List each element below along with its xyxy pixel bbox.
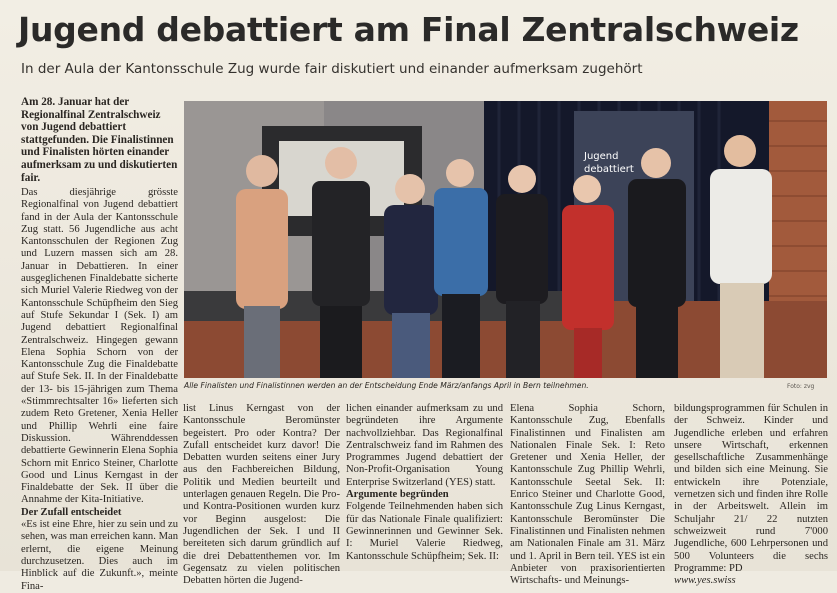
paragraph-col2: list Linus Kerngast von der Kantonsschule Beromünster begeistert. Pro oder Kontra? Der Zufall entscheidet kurz davor! Die Debatten wurden seitens einer Jury aus den Fachbereichen Bildung, Politik und Medien beurteilt und unterlagen genauen Regeln. Die Pro- und Kontra-Positionen wurden kurz vor Beginn ausgelost: Die Jugendlichen der Sek. I und II bereiteten sich darum gründlich auf die drei Debattenthemen vor. Im Gegensatz zu vielen politischen Debatten hörten die Jugend- [183,403,340,587]
text-column-4 [510,403,665,587]
headline: Jugend debattiert am Final Zentralschweiz [18,10,799,49]
paragraph-col3: lichen einander aufmerksam zu und begründeten ihre Argumente nachvollziehbar. Das Regionalfinal Zentralschweiz fand im Rahmen des Programmes Jugend debattiert der Non-Profit-Organisation Young Enterprise Switzerland (YES) statt. [346,403,503,488]
paragraph-intro: Das diesjährige grösste Regionalfinal von Jugend debattiert fand in der Aula der Kantonsschule Zug statt. 56 Jugendliche aus acht Kantonsschulen der Regionen Zug und Luzern massen sich am 28. Januar in Debattieren. In einer ausgeglichenen Finaldebatte sicherte sich Muriel Valerie Riedweg von der Kantonsschule Schüpfheim den Sieg auf Stufe Sekundar I (Sek. I) am Jugend debattiert Regionalfinal Zentralschweiz. Hingegen gewann Elena Sophia Schorn von der Kantonsschule Zug die Finaldebatte auf Stufe Sek. II. In der Finaldebatte der 13- bis 15-jährigen zum Thema «Stimmrechtsalter 16» lieferten sich zudem Reto Gretener, Xenia Heller und Phillip Wehrli eine faire Diskussion. Währenddessen debattierte Gewinnerin Elena Sophia Schorn mit Enrico Steiner, Charlotte Good und Linus Kerngast in der Finaldebatte der Sek. II über die Annahme der Kita-Initiative. [21,187,178,506]
section-heading-zufall: Der Zufall entscheidet [21,506,122,518]
svg-text:debattiert: debattiert [584,164,634,175]
text-column-3 [346,403,503,563]
svg-text:Jugend: Jugend [584,151,619,162]
section-heading-argumente: Argumente begründen [346,489,449,501]
paragraph-col3b: Folgende Teilnehmenden haben sich für das Nationale Finale qualifiziert: Gewinnerinnen und Gewinner Sek. I: Muriel Valerie Riedweg, Kantonsschule Schüpfheim; Sek. II: [346,501,503,562]
photo-caption: Alle Finalisten und Finalistinnen werden an der Entscheidung Ende März/anfangs April in Bern teilnehmen. [184,381,589,390]
lead-paragraph: Am 28. Januar hat der Regionalfinal Zentralschweiz von Jugend debattiert stattgefunden. Die Finalistinnen und Finalisten hörten einander aufmerksam zu und diskutierten fair. [21,96,178,184]
subheadline: In der Aula der Kantonsschule Zug wurde fair diskutiert und einander aufmerksam zugehört [21,61,643,77]
text-column-2 [183,403,340,587]
website-url: www.yes.swiss [674,575,736,587]
text-column-5 [674,403,828,587]
paragraph-col5: bildungsprogrammen für Schulen in der Schweiz. Kinder und Jugendliche erleben und erfahren unsere Wirtschaft, erkennen gesellschaftliche Zusammenhänge und bilden sich eine Meinung. Sie entwickeln ihre Potenziale, vernetzen sich und finden ihre Rolle in der Arbeitswelt. Allein im Schuljahr 21/ 22 nutzten schweizweit rund 7'000 Jugendliche, 600 Lehrpersonen und 500 Volunteers die sechs Programme: PD [674,403,828,574]
text-column-1 [21,187,178,593]
paragraph-col4: Elena Sophia Schorn, Kantonsschule Zug, Ebenfalls Finalistinnen und Finalisten am Nationalen Finale Sek. I: Reto Gretener und Xenia Heller, der Kantonsschule Zug Phillip Wehrli, Kantonsschule Seetal Sek. II: Enrico Steiner und Charlotte Good, Kantonsschule Zug Linus Kerngast, Kantonsschule Beromünster Die Finalistinnen und Finalisten nehmen am Nationalen Finale am 31. März und 1. April in Bern teil. YES ist ein Anbieter von praxisorientierten Wirtschafts- und Meinungs- [510,403,665,587]
photo-credit: Foto: zvg [787,383,815,390]
finalists-photo [184,101,827,378]
paragraph-quote: «Es ist eine Ehre, hier zu sein und zu sehen, was man erreichen kann. Man erlernt, die eigene Meinung durchzusetzen. Dies auch im Hinblick auf die Zukunft.», meinte Fina- [21,519,178,592]
